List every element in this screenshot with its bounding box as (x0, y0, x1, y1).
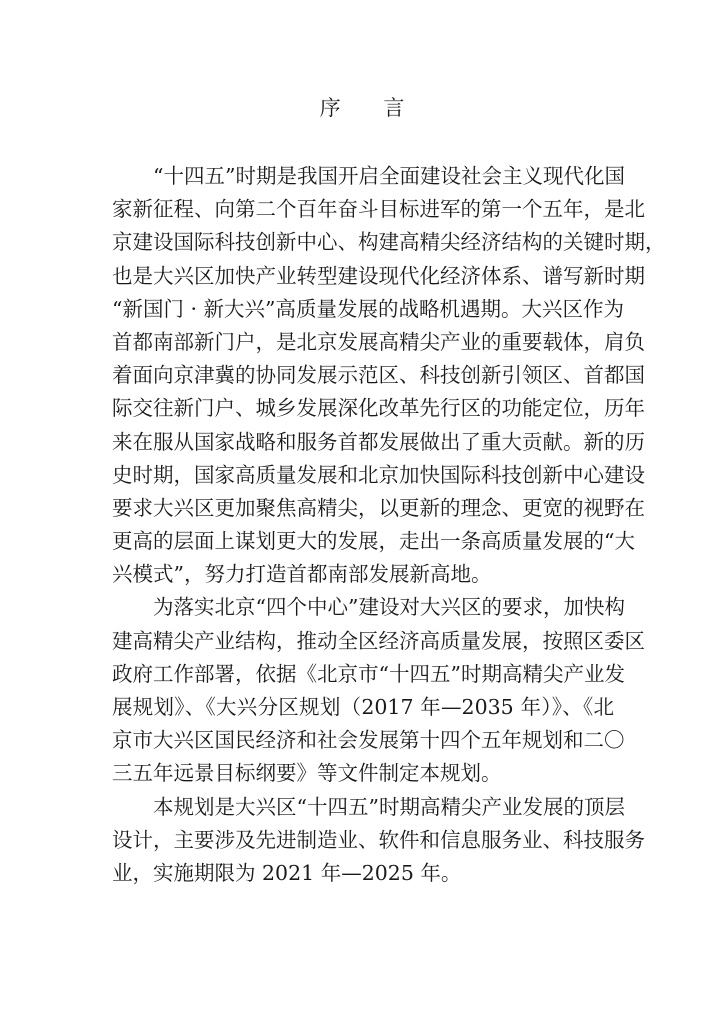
text-line: 兴模式”，努力打造首都南部发展新高地。 (112, 562, 492, 587)
text-line: “十四五”时期是我国开启全面建设社会主义现代化国 (153, 164, 625, 188)
text-line: 着面向京津冀的协同发展示范区、科技创新引领区、首都国 (112, 363, 645, 388)
body-text (112, 160, 666, 890)
text-line: 展规划》、《大兴分区规划（2017 年—2035 年）》、《北 (112, 695, 614, 719)
text-line: 来在服从国家战略和服务首都发展做出了重大贡献。新的历 (112, 429, 645, 454)
text-line: 更高的层面上谋划更大的发展，走出一条高质量发展的“大 (112, 529, 635, 554)
text-line: 政府工作部署，依据《北京市“十四五”时期高精尖产业发 (112, 661, 625, 686)
text-line: 要求大兴区更加聚焦高精尖，以更新的理念、更宽的视野在 (112, 495, 645, 520)
text-line: 际交往新门户、城乡发展深化改革先行区的功能定位，历年 (112, 396, 645, 421)
text-line: 为落实北京“四个中心”建设对大兴区的要求，加快构 (153, 595, 625, 620)
paragraph-1 (112, 160, 666, 591)
text-line: 建高精尖产业结构，推动全区经济高质量发展，按照区委区 (112, 628, 645, 653)
text-line: 设计，主要涉及先进制造业、软件和信息服务业、科技服务 (112, 827, 645, 852)
page-title: 序 言 (319, 96, 423, 120)
text-line: 业，实施期限为 2021 年—2025 年。 (112, 860, 462, 885)
text-line: 家新征程、向第二个百年奋斗目标进军的第一个五年，是北 (112, 197, 645, 222)
text-line: 京建设国际科技创新中心、构建高精尖经济结构的关键时期， (112, 230, 666, 255)
text-line: “新国门 · 新大兴”高质量发展的战略机遇期。大兴区作为 (112, 296, 625, 321)
text-line: 三五年远景目标纲要》等文件制定本规划。 (112, 761, 502, 786)
text-line: 本规划是大兴区“十四五”时期高精尖产业发展的顶层 (153, 794, 625, 819)
text-line: 也是大兴区加快产业转型建设现代化经济体系、谱写新时期 (112, 263, 645, 288)
paragraph-3 (112, 791, 645, 891)
text-line: 首都南部新门户，是北京发展高精尖产业的重要载体，肩负 (112, 329, 645, 354)
text-line: 京市大兴区国民经济和社会发展第十四个五年规划和二〇 (112, 728, 625, 753)
paragraph-2 (112, 591, 645, 790)
text-line: 史时期，国家高质量发展和北京加快国际科技创新中心建设 (112, 462, 645, 487)
